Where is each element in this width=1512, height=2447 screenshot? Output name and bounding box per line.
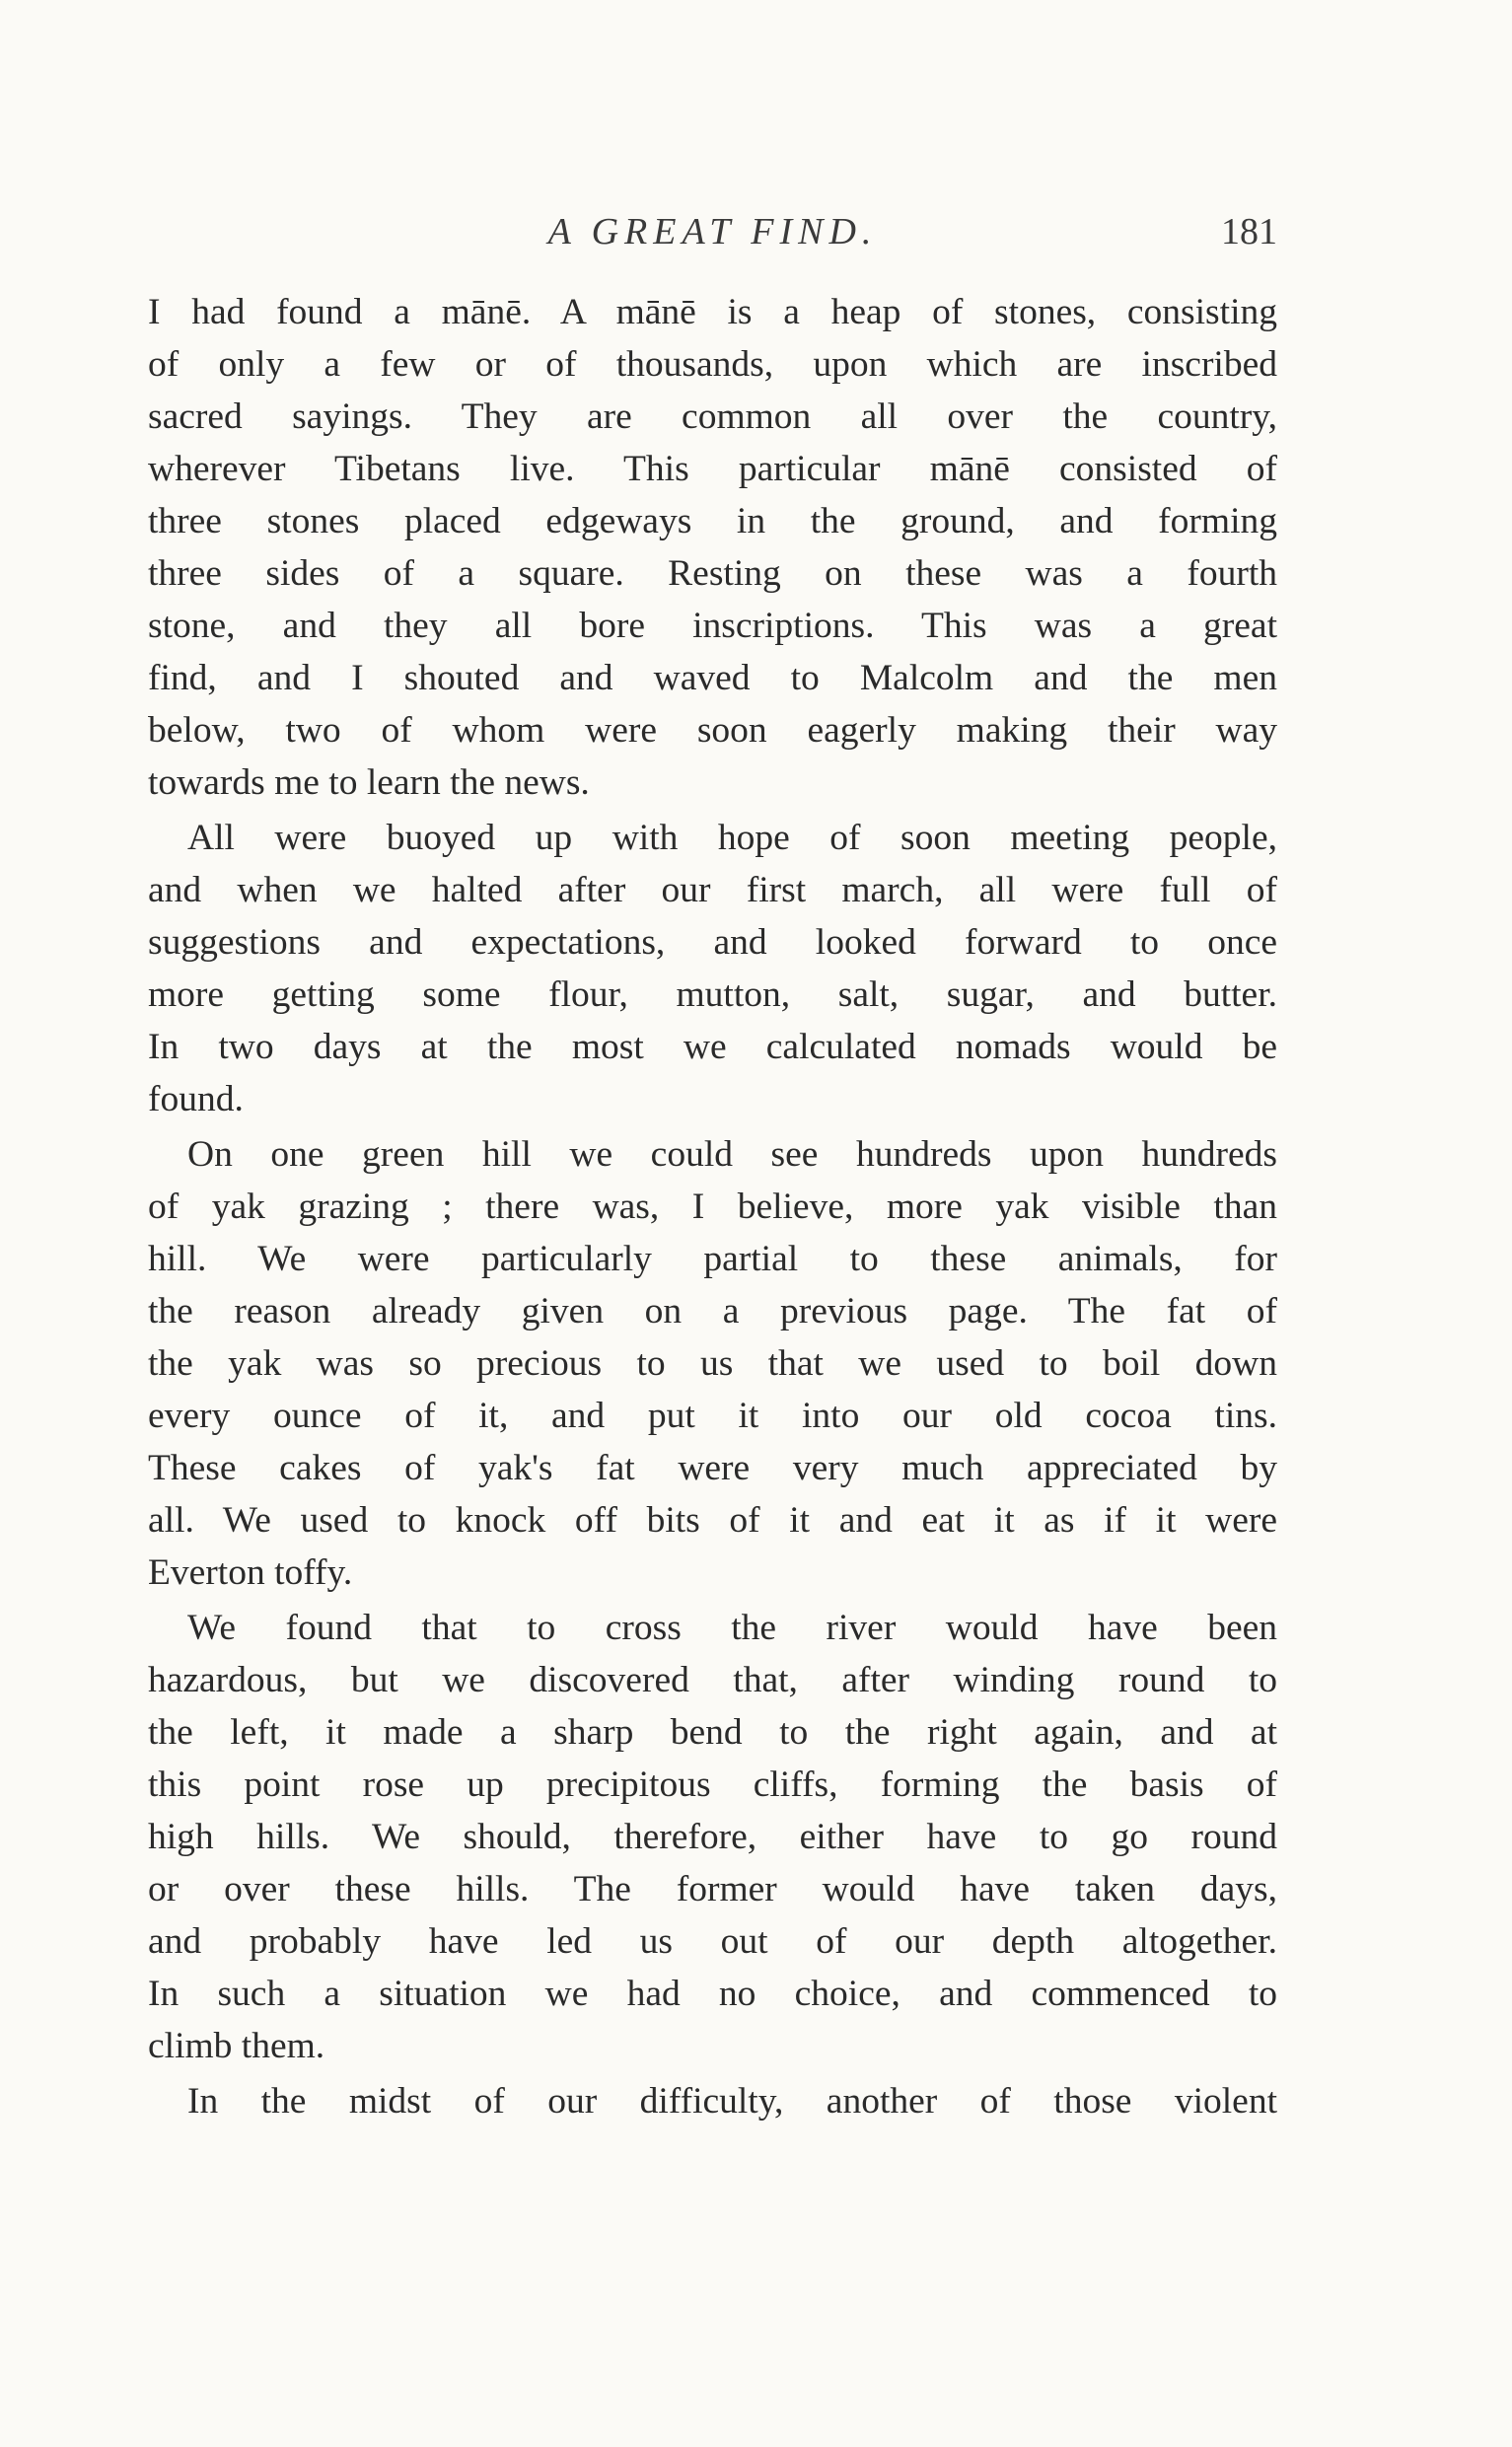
text-line: three sides of a square. Resting on these was a fourth — [148, 553, 1277, 594]
text-line: These cakes of yak's fat were very much appreciated by — [148, 1448, 1277, 1488]
text-line: We found that to cross the river would have been — [187, 1608, 1277, 1648]
text-line: Everton toffy. — [148, 1552, 353, 1593]
paragraph-3 — [148, 1128, 1277, 1599]
text-line: found. — [148, 1079, 244, 1119]
text-line: suggestions and expectations, and looked forward to once — [148, 922, 1277, 963]
text-line: the yak was so precious to us that we used to boil down — [148, 1343, 1277, 1384]
text-line: In such a situation we had no choice, and commenced to — [148, 1974, 1277, 2014]
text-line: or over these hills. The former would have taken days, — [148, 1869, 1277, 1909]
text-line: and when we halted after our first march, all were full of — [148, 870, 1277, 910]
text-line: find, and I shouted and waved to Malcolm and the men — [148, 658, 1277, 698]
text-line: climb them. — [148, 2026, 325, 2066]
text-line: all. We used to knock off bits of it and eat it as if it were — [148, 1500, 1277, 1541]
text-line: wherever Tibetans live. This particular mānē consisted of — [148, 449, 1277, 489]
paragraph-2 — [148, 812, 1277, 1125]
text-line: In the midst of our difficulty, another of those violent — [187, 2081, 1277, 2122]
paragraph-4 — [148, 1602, 1277, 2072]
text-line: hill. We were particularly partial to these animals, for — [148, 1239, 1277, 1279]
body-text — [148, 286, 1277, 2130]
text-line: sacred sayings. They are common all over the country, — [148, 396, 1277, 437]
text-line: of yak grazing ; there was, I believe, more yak visible than — [148, 1187, 1277, 1227]
text-line: the left, it made a sharp bend to the right again, and at — [148, 1712, 1277, 1753]
running-head — [148, 202, 1277, 261]
paragraph-5 — [148, 2075, 1277, 2127]
running-title: A GREAT FIND. — [547, 211, 878, 252]
text-line: hazardous, but we discovered that, after winding round to — [148, 1660, 1277, 1700]
text-line: I had found a mānē. A mānē is a heap of stones, consisting — [148, 292, 1277, 332]
page-number: 181 — [1221, 211, 1277, 252]
text-line: three stones placed edgeways in the ground, and forming — [148, 501, 1277, 541]
text-line: high hills. We should, therefore, either have to go round — [148, 1817, 1277, 1857]
text-line: more getting some flour, mutton, salt, sugar, and butter. — [148, 974, 1277, 1015]
text-line: All were buoyed up with hope of soon meeting people, — [187, 818, 1277, 858]
text-line: the reason already given on a previous page. The fat of — [148, 1291, 1277, 1331]
text-line: stone, and they all bore inscriptions. This was a great — [148, 606, 1277, 646]
text-line: In two days at the most we calculated nomads would be — [148, 1027, 1277, 1067]
text-line: and probably have led us out of our depth altogether. — [148, 1921, 1277, 1962]
text-line: On one green hill we could see hundreds upon hundreds — [187, 1134, 1277, 1175]
text-line: this point rose up precipitous cliffs, forming the basis of — [148, 1764, 1277, 1805]
text-line: towards me to learn the news. — [148, 762, 590, 803]
text-line: every ounce of it, and put it into our old cocoa tins. — [148, 1396, 1277, 1436]
paragraph-1 — [148, 286, 1277, 809]
text-line: of only a few or of thousands, upon which are inscribed — [148, 344, 1277, 385]
text-line: below, two of whom were soon eagerly making their way — [148, 710, 1277, 751]
